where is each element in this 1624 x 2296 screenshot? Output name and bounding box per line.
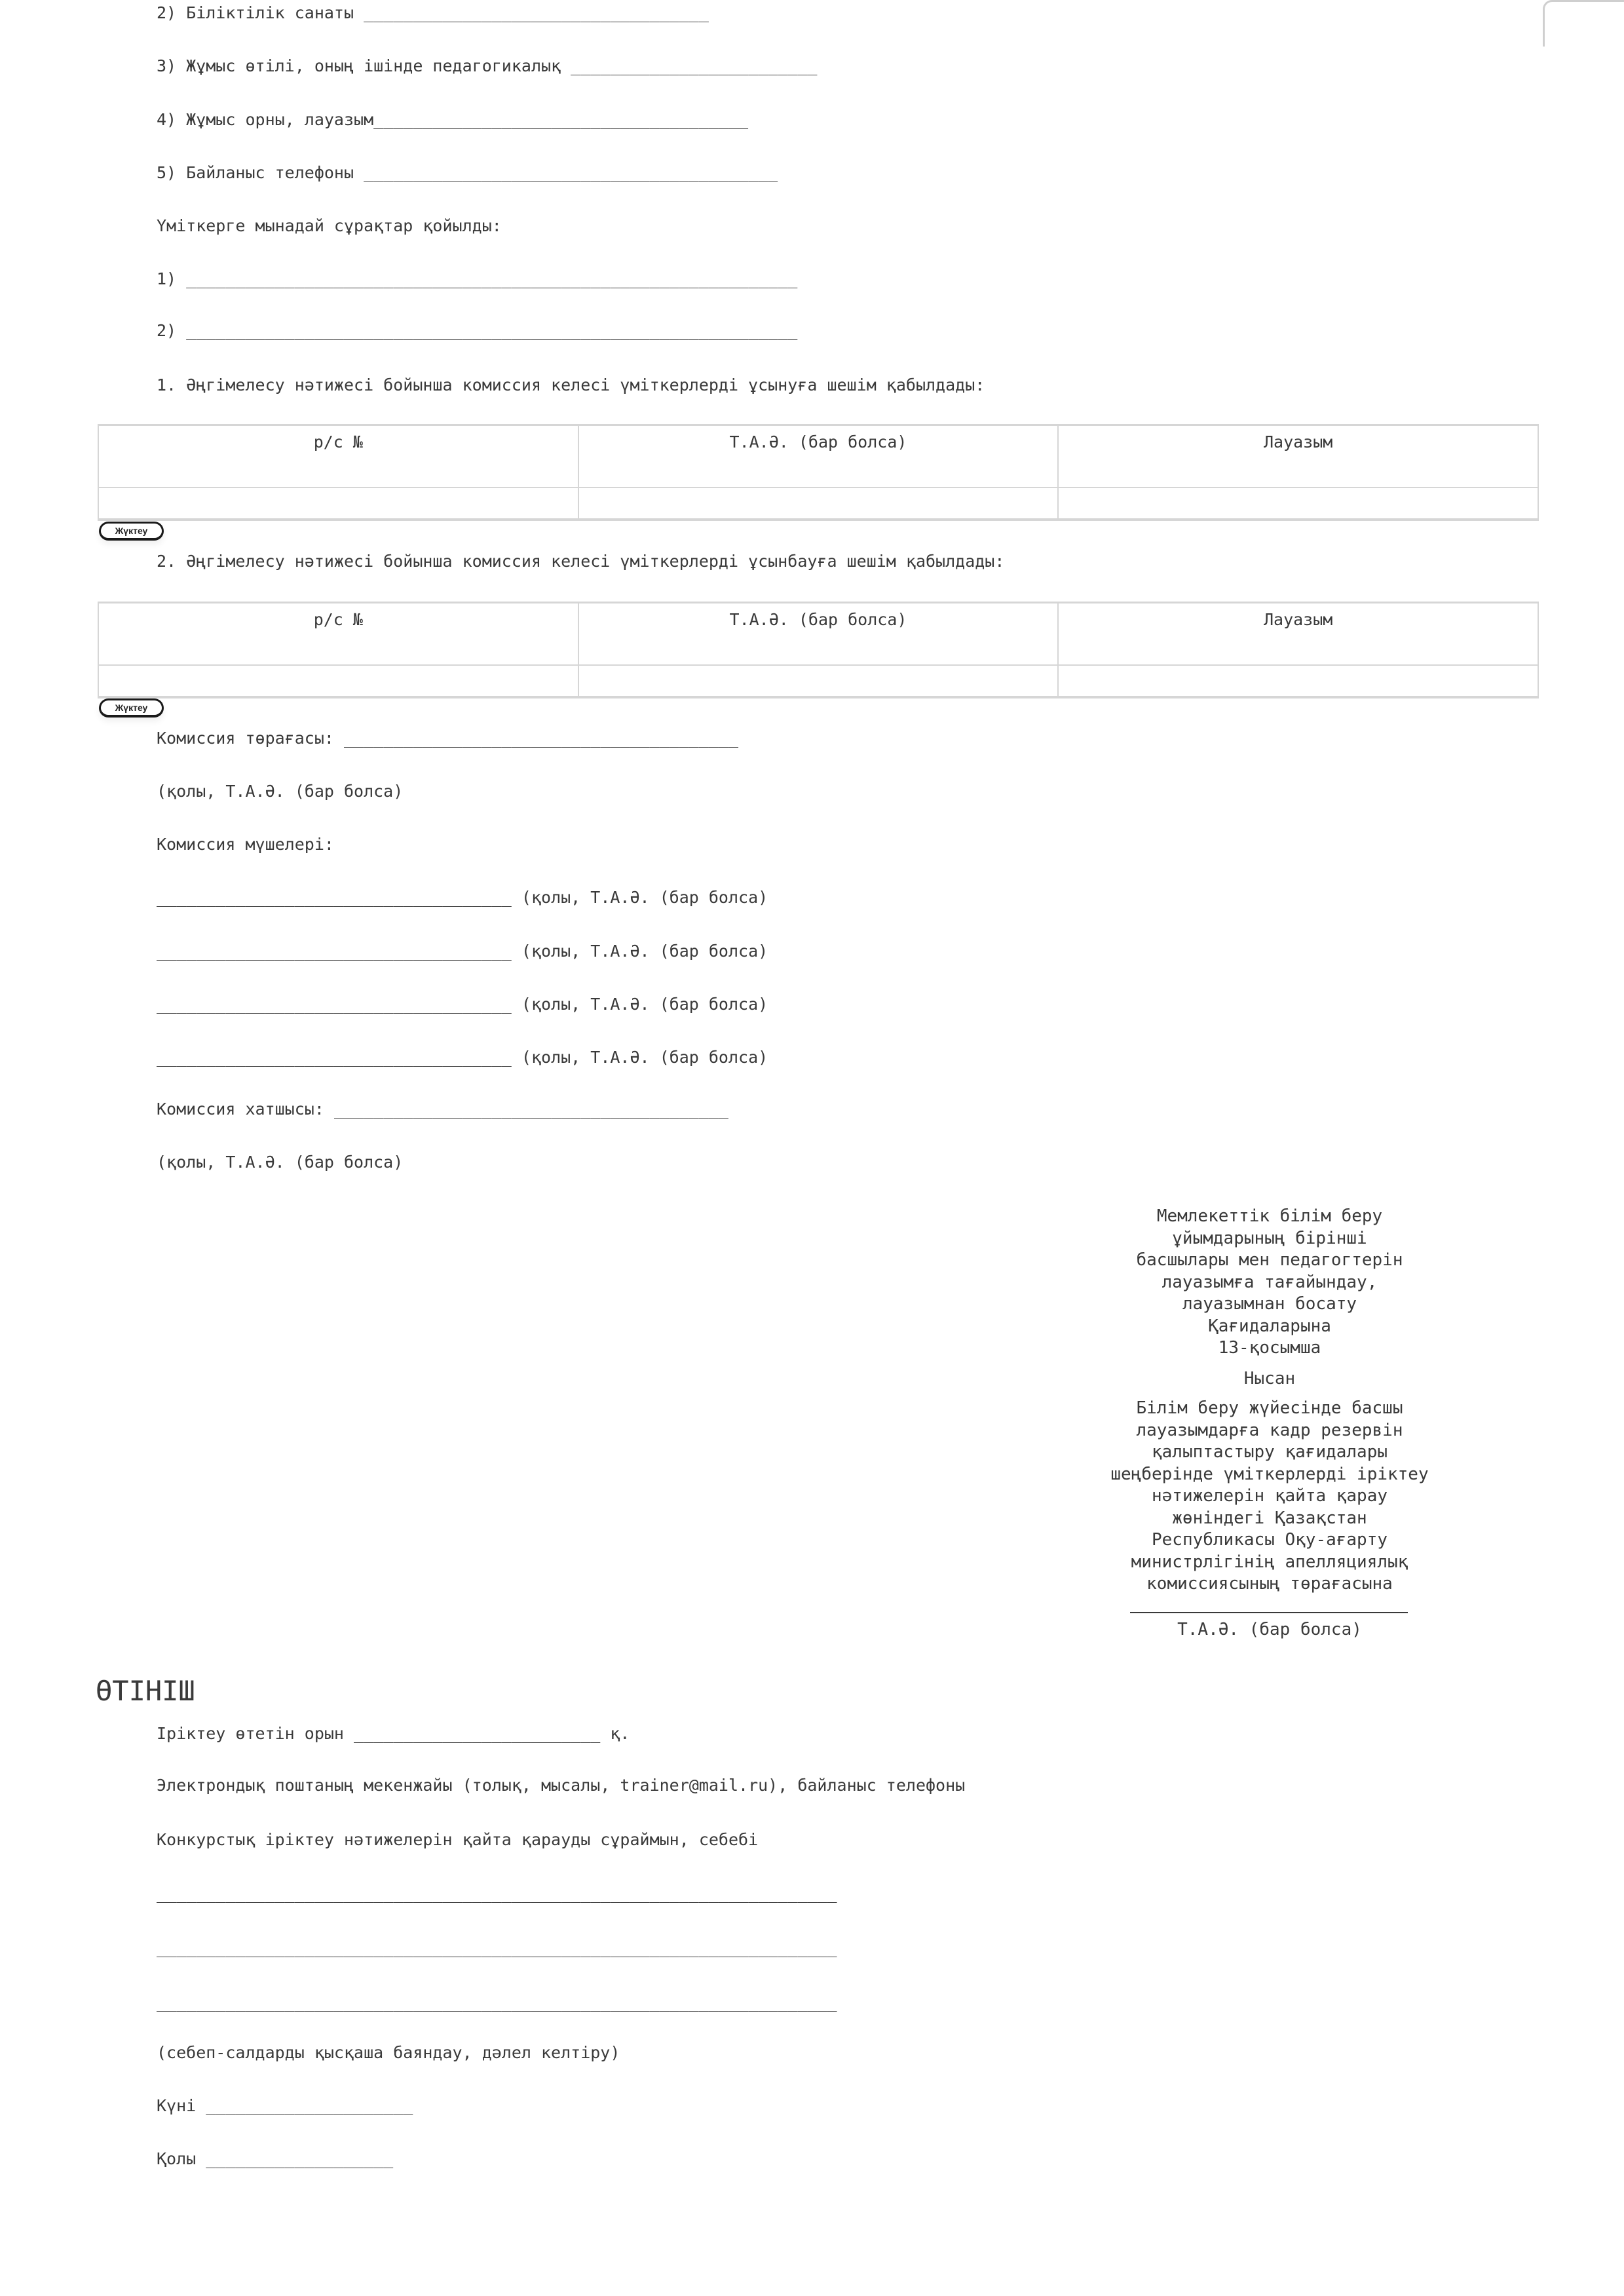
email-phone-label: Электрондық поштаның мекенжайы (толық, мысалы, trainer@mail.ru), байланыс телефоны — [157, 1776, 966, 1795]
form-label: Нысан — [1243, 1369, 1296, 1388]
addressee-name-caption: Т.А.Ә. (бар болса) — [1177, 1620, 1362, 1639]
chairman-blank[interactable]: ________________________________________ — [343, 729, 739, 748]
chairman-field — [157, 727, 738, 750]
addressee-line: шеңберінде үміткерлерді іріктеу — [1110, 1464, 1429, 1484]
addressee-line: қалыптастыру қағидалары — [1151, 1442, 1388, 1462]
workplace-field — [157, 109, 748, 131]
question-number: 2) — [157, 321, 187, 340]
table-cell[interactable] — [1058, 665, 1538, 697]
addressee-name-blank[interactable] — [1130, 1612, 1408, 1613]
addressee-line: министрлігінің апелляциялық — [1131, 1552, 1408, 1572]
experience-field — [157, 55, 817, 77]
column-header-number: р/с № — [98, 603, 578, 665]
decision-not-recommend: 2. Әңгімелесу нәтижесі бойынша комиссия келесі үміткерлерді ұсынбауға шешім қабылдады: — [157, 552, 1005, 571]
signature-field[interactable]: Қолы ___________________ — [157, 2149, 394, 2168]
question-1 — [157, 268, 797, 290]
member-note: (қолы, Т.А.Ә. (бар болса) — [511, 995, 768, 1014]
addressee-line: Республикасы Оқу-ағарту — [1151, 1530, 1388, 1550]
annex-line: басшылары мен педагогтерін — [1136, 1250, 1403, 1270]
table-header-row — [98, 425, 1538, 488]
member-line — [157, 993, 768, 1016]
field-blank[interactable]: _________________________ — [571, 56, 818, 75]
member-blank[interactable]: ____________________________________ — [157, 995, 512, 1014]
addressee-block — [1107, 1398, 1432, 1596]
table-cell[interactable] — [98, 488, 578, 520]
selection-place-field: Іріктеу өтетін орын _________________________ қ. — [157, 1724, 630, 1743]
field-label: 3) Жұмыс өтілі, оның ішінде педагогикалық — [157, 56, 571, 75]
member-line — [157, 1046, 768, 1069]
column-header-name: Т.А.Ә. (бар болса) — [578, 603, 1059, 665]
field-label: 2) Біліктілік санаты — [157, 3, 364, 22]
reason-blank[interactable]: _____________________________________________________________________ — [157, 1993, 837, 2012]
reason-note: (себеп-салдарды қысқаша баяндау, дәлел келтіру) — [157, 2043, 620, 2062]
request-text: Конкурстық іріктеу нәтижелерін қайта қарауды сұраймын, себебі — [157, 1830, 759, 1849]
page-corner-frame — [1543, 0, 1624, 47]
members-label: Комиссия мүшелері: — [157, 835, 334, 854]
member-line — [157, 940, 768, 963]
table-row — [98, 488, 1538, 520]
question-blank[interactable]: ______________________________________________________________ — [186, 321, 798, 340]
addressee-line: лауазымдарға кадр резервін — [1136, 1420, 1403, 1440]
secretary-blank[interactable]: ________________________________________ — [333, 1100, 728, 1119]
chairman-label: Комиссия төрағасы: — [157, 729, 344, 748]
field-label: 4) Жұмыс орны, лауазым — [157, 110, 374, 129]
column-header-position: Лауазым — [1058, 603, 1538, 665]
member-note: (қолы, Т.А.Ә. (бар болса) — [511, 888, 768, 907]
table-header-row — [98, 603, 1538, 665]
chairman-signature-note: (қолы, Т.А.Ә. (бар болса) — [157, 782, 404, 801]
member-blank[interactable]: ____________________________________ — [157, 942, 512, 961]
reason-blank[interactable]: _____________________________________________________________________ — [157, 1884, 837, 1903]
annex-line: ұйымдарының бірінші — [1172, 1228, 1367, 1248]
recommended-candidates-table — [98, 424, 1539, 521]
column-header-number: р/с № — [98, 425, 578, 488]
member-blank[interactable]: ____________________________________ — [157, 888, 512, 907]
secretary-field — [157, 1098, 728, 1120]
secretary-signature-note: (қолы, Т.А.Ә. (бар болса) — [157, 1153, 404, 1172]
qualification-field — [157, 2, 709, 24]
phone-field — [157, 162, 778, 184]
annex-line: лауазымнан босату — [1182, 1294, 1357, 1314]
column-header-position: Лауазым — [1058, 425, 1538, 488]
application-title: ӨТІНІШ — [96, 1675, 195, 1707]
date-field[interactable]: Күні _____________________ — [157, 2096, 413, 2115]
upload-button[interactable]: Жүктеу — [99, 522, 164, 541]
column-header-name: Т.А.Ә. (бар болса) — [578, 425, 1059, 488]
field-blank[interactable]: ___________________________________ — [364, 3, 709, 22]
member-note: (қолы, Т.А.Ә. (бар болса) — [511, 1048, 768, 1067]
question-number: 1) — [157, 269, 187, 288]
annex-line: Мемлекеттік білім беру — [1156, 1206, 1383, 1226]
addressee-line: нәтижелерін қайта қарау — [1151, 1486, 1388, 1506]
table-row — [98, 665, 1538, 697]
question-blank[interactable]: ______________________________________________________________ — [186, 269, 798, 288]
questions-intro: Үміткерге мынадай сұрақтар қойылды: — [157, 216, 502, 235]
decision-recommend: 1. Әңгімелесу нәтижесі бойынша комиссия келесі үміткерлерді ұсынуға шешім қабылдады: — [157, 375, 985, 394]
addressee-line: комиссиясының төрағасына — [1146, 1574, 1393, 1594]
reason-blank[interactable]: _____________________________________________________________________ — [157, 1938, 837, 1957]
secretary-label: Комиссия хатшысы: — [157, 1100, 334, 1119]
field-label: 5) Байланыс телефоны — [157, 163, 364, 182]
member-line — [157, 887, 768, 909]
field-blank[interactable]: __________________________________________ — [364, 163, 778, 182]
member-note: (қолы, Т.А.Ә. (бар болса) — [511, 942, 768, 961]
annex-line: лауазымға тағайындау, — [1161, 1272, 1378, 1292]
upload-button[interactable]: Жүктеу — [99, 698, 164, 718]
annex-line: Қағидаларына — [1208, 1316, 1331, 1336]
table-cell[interactable] — [578, 488, 1059, 520]
table-cell[interactable] — [578, 665, 1059, 697]
addressee-line: жөніндегі Қазақстан — [1172, 1508, 1367, 1528]
question-2 — [157, 320, 797, 342]
field-blank[interactable]: ______________________________________ — [373, 110, 749, 129]
member-blank[interactable]: ____________________________________ — [157, 1048, 512, 1067]
annex-reference — [1107, 1206, 1432, 1360]
annex-line: 13-қосымша — [1218, 1338, 1321, 1358]
addressee-line: Білім беру жүйесінде басшы — [1136, 1398, 1403, 1418]
table-cell[interactable] — [1058, 488, 1538, 520]
table-cell[interactable] — [98, 665, 578, 697]
rejected-candidates-table — [98, 602, 1539, 698]
